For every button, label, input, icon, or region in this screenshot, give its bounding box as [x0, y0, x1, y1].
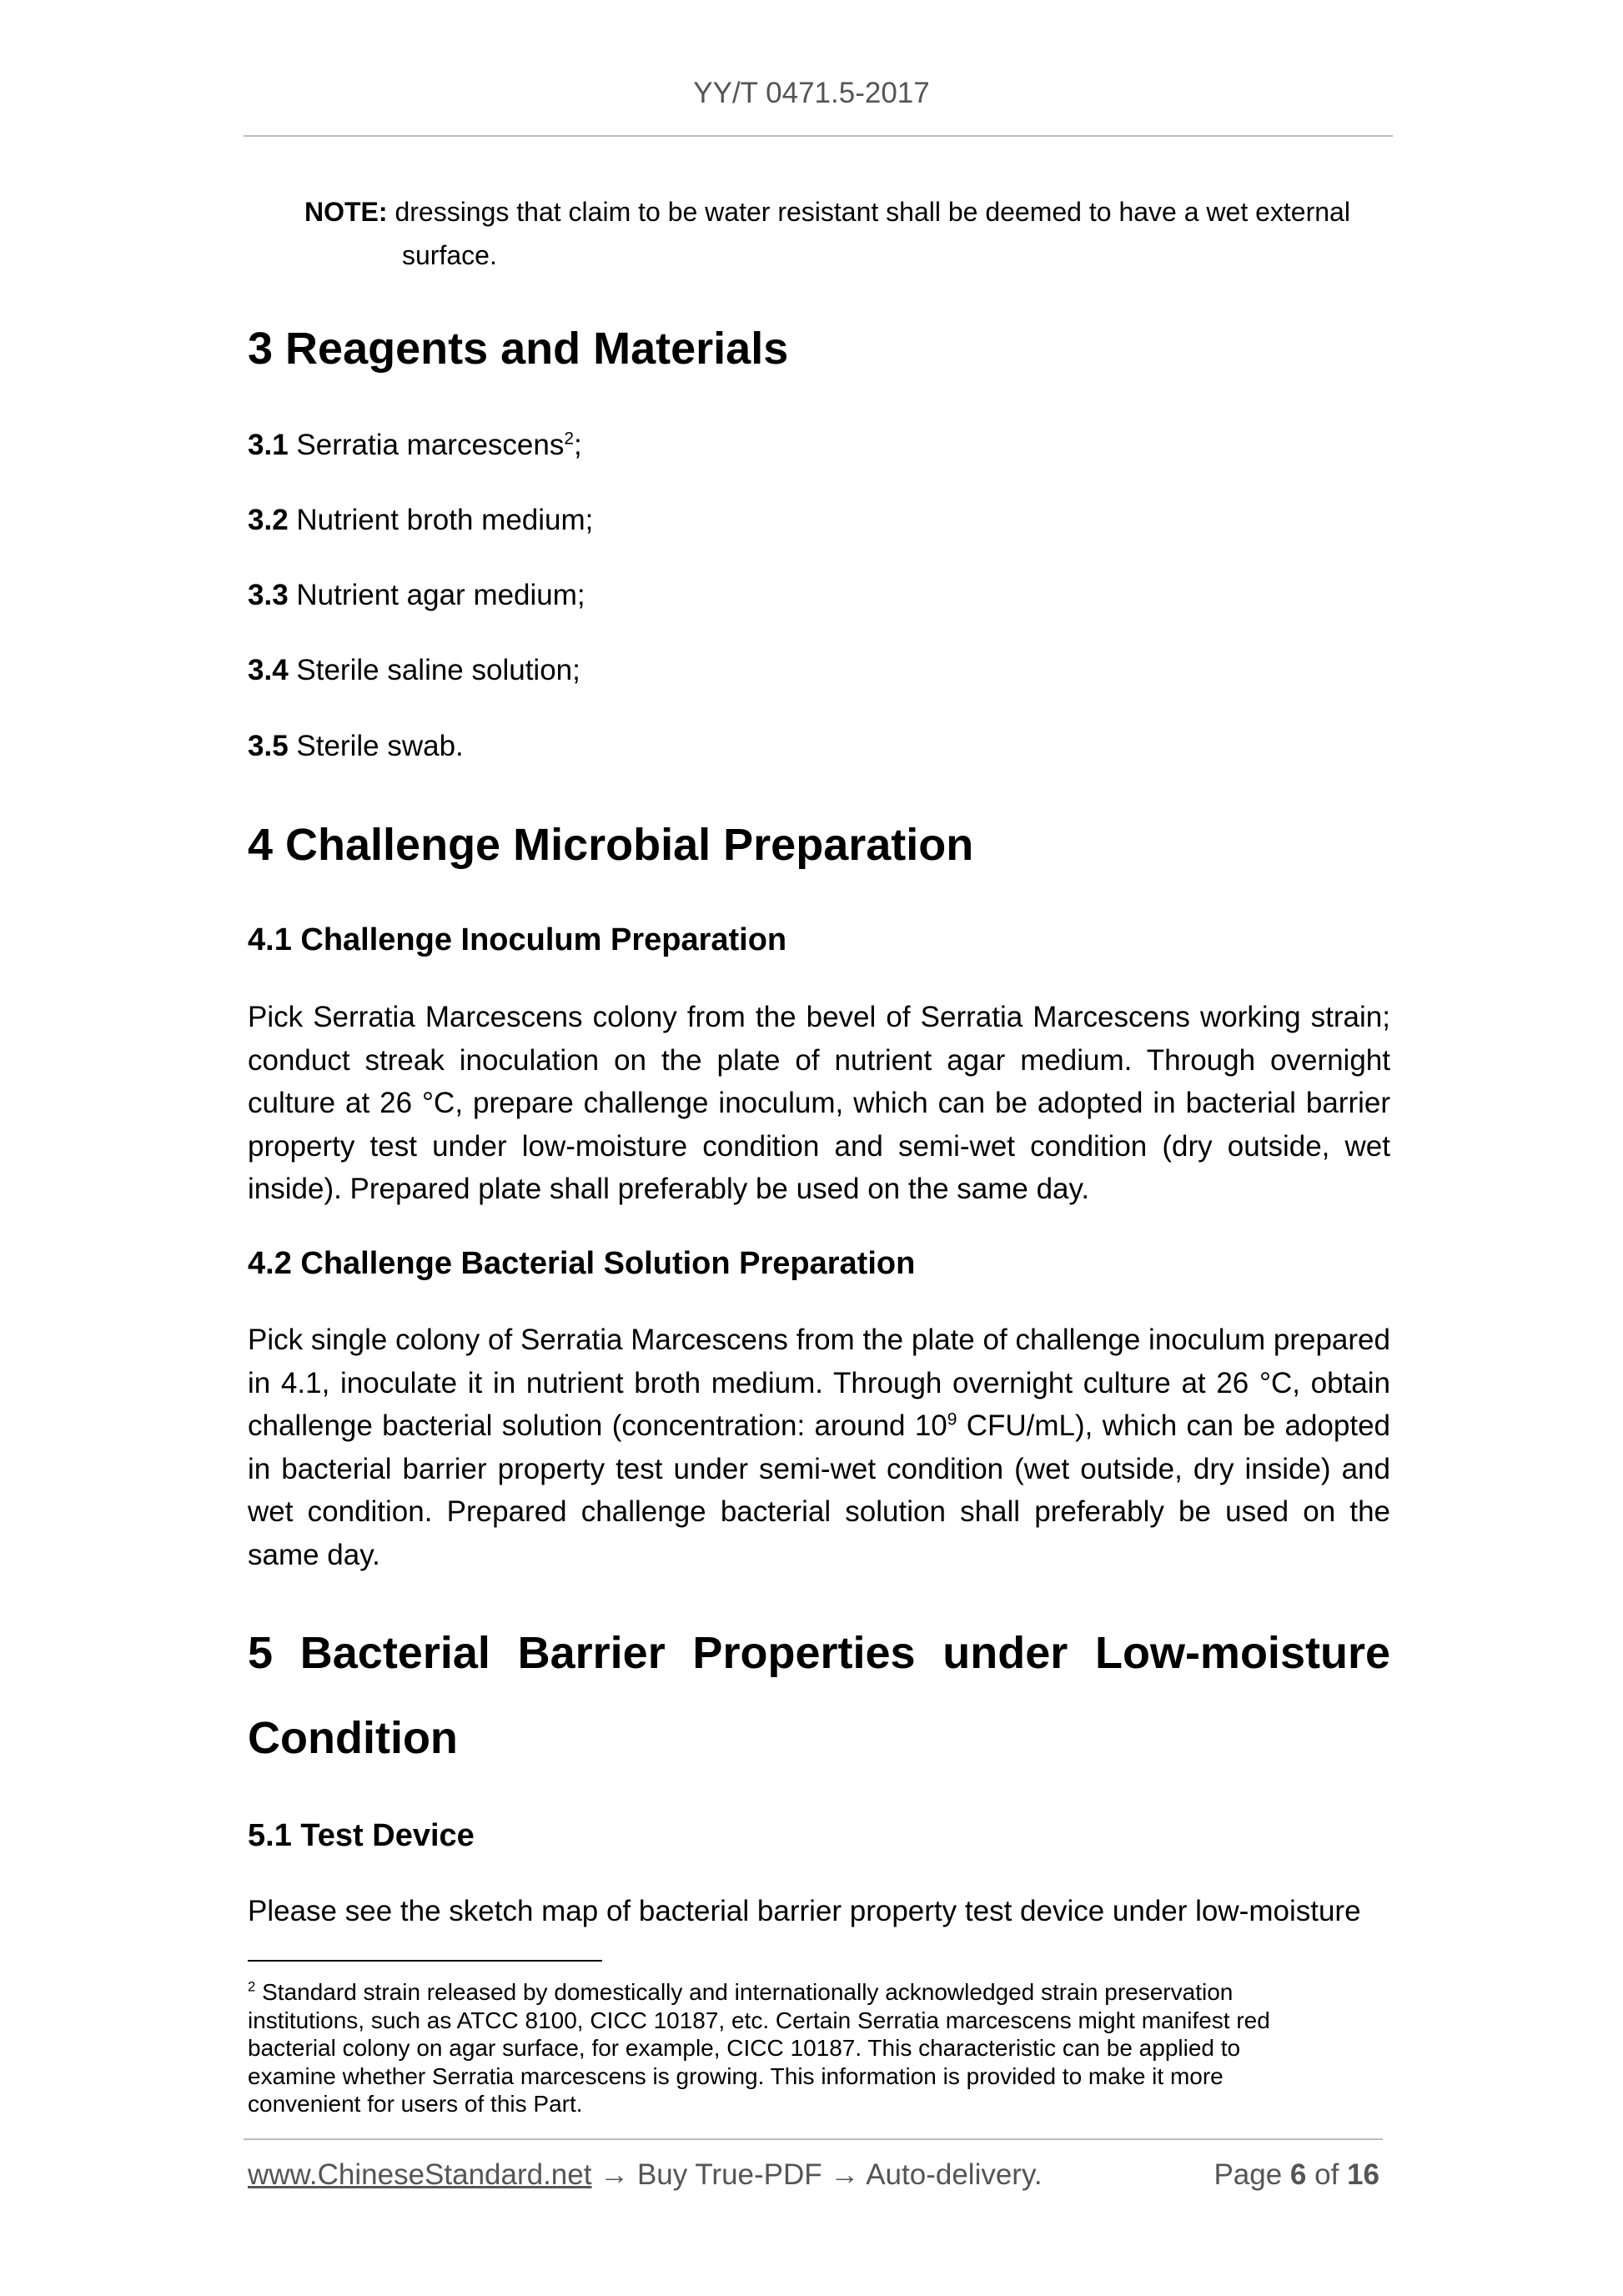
footnote-ref: 2 [564, 429, 575, 449]
section-5-title-line1: 5 Bacterial Barrier Properties under Low-moisture [248, 1628, 1390, 1678]
footer-rule [244, 2138, 1383, 2140]
delivery-text: Auto-delivery. [866, 2158, 1043, 2191]
note-label: NOTE: [304, 197, 388, 227]
note-line2: surface. [402, 240, 497, 270]
item-text: Sterile swab. [296, 730, 464, 762]
arrow-right-icon: → [830, 2158, 860, 2191]
document-code-header: YY/T 0471.5-2017 [693, 77, 930, 109]
section-4-2-paragraph [248, 1319, 1390, 1576]
paragraph-text-b: CFU/mL), which can be adopted in bacterial barrier property test under semi-wet condition (wet outside, dry inside) and wet condition. Prepared challenge bacterial solution shall preferably be used on the same day. [248, 1409, 1390, 1571]
section-4-title: 4 Challenge Microbial Preparation [248, 820, 974, 870]
section-3-title: 3 Reagents and Materials [248, 324, 789, 374]
page-indicator [1213, 2158, 1379, 2192]
section-4-2-title: 4.2 Challenge Bacterial Solution Preparation [248, 1246, 916, 1281]
list-item-3-3 [248, 574, 585, 617]
exponent: 9 [947, 1409, 957, 1429]
buy-text: Buy True-PDF [636, 2158, 822, 2191]
list-item-3-5 [248, 725, 464, 768]
of-label: of [1314, 2158, 1339, 2191]
item-number: 3.1 [248, 429, 289, 461]
list-item-3-4 [248, 649, 580, 692]
item-number: 3.2 [248, 504, 289, 536]
footer-promo [248, 2158, 1043, 2192]
footnote [248, 1978, 1307, 2118]
footnote-marker: 2 [248, 1978, 256, 1995]
note-line1: dressings that claim to be water resistant shall be deemed to have a wet external [394, 197, 1350, 227]
page-number: 6 [1289, 2158, 1307, 2191]
list-item-3-2 [248, 499, 593, 542]
page-total: 16 [1347, 2158, 1379, 2191]
item-text: Nutrient agar medium; [296, 579, 585, 611]
footnote-text: Standard strain released by domestically and internationally acknowledged strain preservation institutions, such as ATCC 8100, CICC 10187, etc. Certain Serratia marcescens might manifest red bacterial colony on agar surface, for example, CICC 10187. This characteristic can be applied to examine whether Serratia marcescens is growing. This information is provided to make it more convenient for users of this Part. [248, 1979, 1270, 2117]
item-number: 3.3 [248, 579, 289, 611]
section-5-1-paragraph: Please see the sketch map of bacterial barrier property test device under low-moisture [248, 1895, 1361, 1927]
website-link[interactable]: www.ChineseStandard.net [248, 2158, 592, 2191]
section-5-1-title: 5.1 Test Device [248, 1818, 475, 1853]
item-text: Nutrient broth medium; [296, 504, 594, 536]
section-4-1-paragraph: Pick Serratia Marcescens colony from the bevel of Serratia Marcescens working strain; conduct streak inoculation on the plate of nutrient agar medium. Through overnight culture at 26 °C, prepare challenge inoculum, which can be adopted in bacterial barrier property test under low-moisture condition and semi-wet condition (dry outside, wet inside). Prepared plate shall preferably be used on the same day. [248, 1001, 1390, 1205]
paragraph-text-a: Pick single colony of Serratia Marcescens from the plate of challenge inoculum prepared in 4.1, inoculate it in nutrient broth medium. Through overnight culture at 26 °C, obtain challenge bacterial solution (concentration: around 10 [248, 1324, 1390, 1442]
footnote-separator [248, 1960, 602, 1962]
header-rule [244, 135, 1393, 137]
item-number: 3.5 [248, 730, 289, 762]
item-number: 3.4 [248, 654, 289, 686]
item-tail: ; [574, 429, 582, 461]
list-item-3-1 [248, 424, 582, 467]
item-text: Serratia marcescens [296, 429, 565, 461]
item-text: Sterile saline solution; [296, 654, 580, 686]
arrow-right-icon: → [600, 2158, 630, 2191]
section-5-title-line2: Condition [248, 1713, 458, 1763]
note-block [304, 190, 1389, 277]
page-label: Page [1213, 2158, 1283, 2191]
section-4-1-title: 4.1 Challenge Inoculum Preparation [248, 922, 787, 957]
